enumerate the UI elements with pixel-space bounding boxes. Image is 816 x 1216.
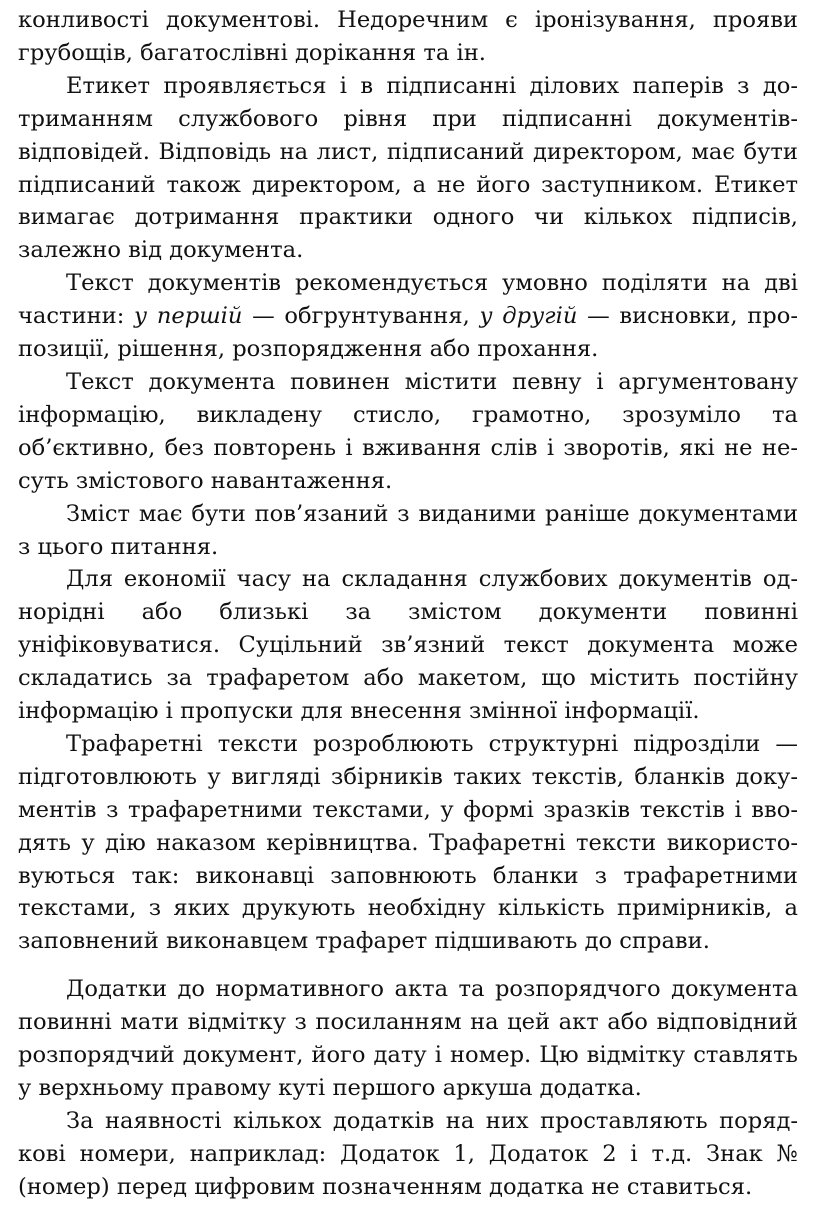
paragraph-template-texts [18,728,798,958]
document-page [18,4,798,1204]
paragraph-text: Текст документів рекомендується умовно поділяти на дві частини: [18,270,798,330]
paragraph-text: Для економії часу на складання службових документів однорідні або близькі за змістом документи повинні уніфіковуватися. Суцільний зв’язний текст документа може складатись за трафаретом або макетом, що містить постійну інформацію і пропуски для внесення змінної інформації. [18,566,798,725]
paragraph-text: Додатки до нормативного акта та розпорядчого документа повинні мати відмітку з посиланням на цей акт або відповідний розпорядчий документ, його дату і номер. Цю відмітку ставлять у верхньому правому куті першого аркуша додатка. [18,976,798,1101]
paragraph-text: Етикет проявляється і в підписанні ділових паперів з дотриманням службового рівня при підписанні документів-відповідей. Відповідь на лист, підписаний директором, має бути підписаний також директором, а не його заступником. Етикет вимагає дотримання практики одного чи кількох підписів, залежно від документа. [18,72,798,264]
paragraph-continuation [18,4,798,70]
paragraph-text: — висновки, пропозиції, рішення, розпорядження або прохання. [18,303,798,363]
paragraph-unification [18,563,798,728]
paragraph-appendix-numbering [18,1105,798,1204]
paragraph-text: Трафаретні тексти розроблюють структурні підрозділи — підготовлюють у вигляді збірників таких текстів, бланків документів з трафаретними текстами, у формі зразків текстів і вводять у дію наказом керівництва. Трафаретні тексти використовуються так: виконавці заповнюють бланки з трафаретними текстами, з яких друкують необхідну кількість примірників, а заповнений виконавцем трафарет підшивають до справи. [18,730,798,955]
paragraph-text: Зміст має бути пов’язаний з виданими раніше документами з цього питання. [18,500,798,560]
paragraph-text: Текст документа повинен містити певну і аргументовану інформацію, викладену стисло, грамотно, зрозуміло та об’єктивно, без повторень і вживання слів і зворотів, які не несуть змістового навантаження. [18,368,798,494]
italic-phrase-second: у другій [479,303,578,330]
paragraph-text: — обгрунтування, [242,303,480,330]
paragraph-signing-etiquette [18,70,798,267]
paragraph-text: конливості документові. Недоречним є іронізування, прояви грубощів, багатослівні дорікання та ін. [18,7,798,66]
paragraph-appendices-mark [18,973,798,1105]
paragraph-two-parts [18,267,798,366]
section-gap [18,958,798,973]
paragraph-text-content [18,366,798,498]
italic-phrase-first: у першій [134,303,243,330]
paragraph-linked-content [18,498,798,564]
paragraph-text: За наявності кількох додатків на них проставляють порядкові номери, наприклад: Додаток 1, Додаток 2 і т.д. Знак № (номер) перед цифровим позначенням додатка не ставиться. [18,1107,798,1200]
